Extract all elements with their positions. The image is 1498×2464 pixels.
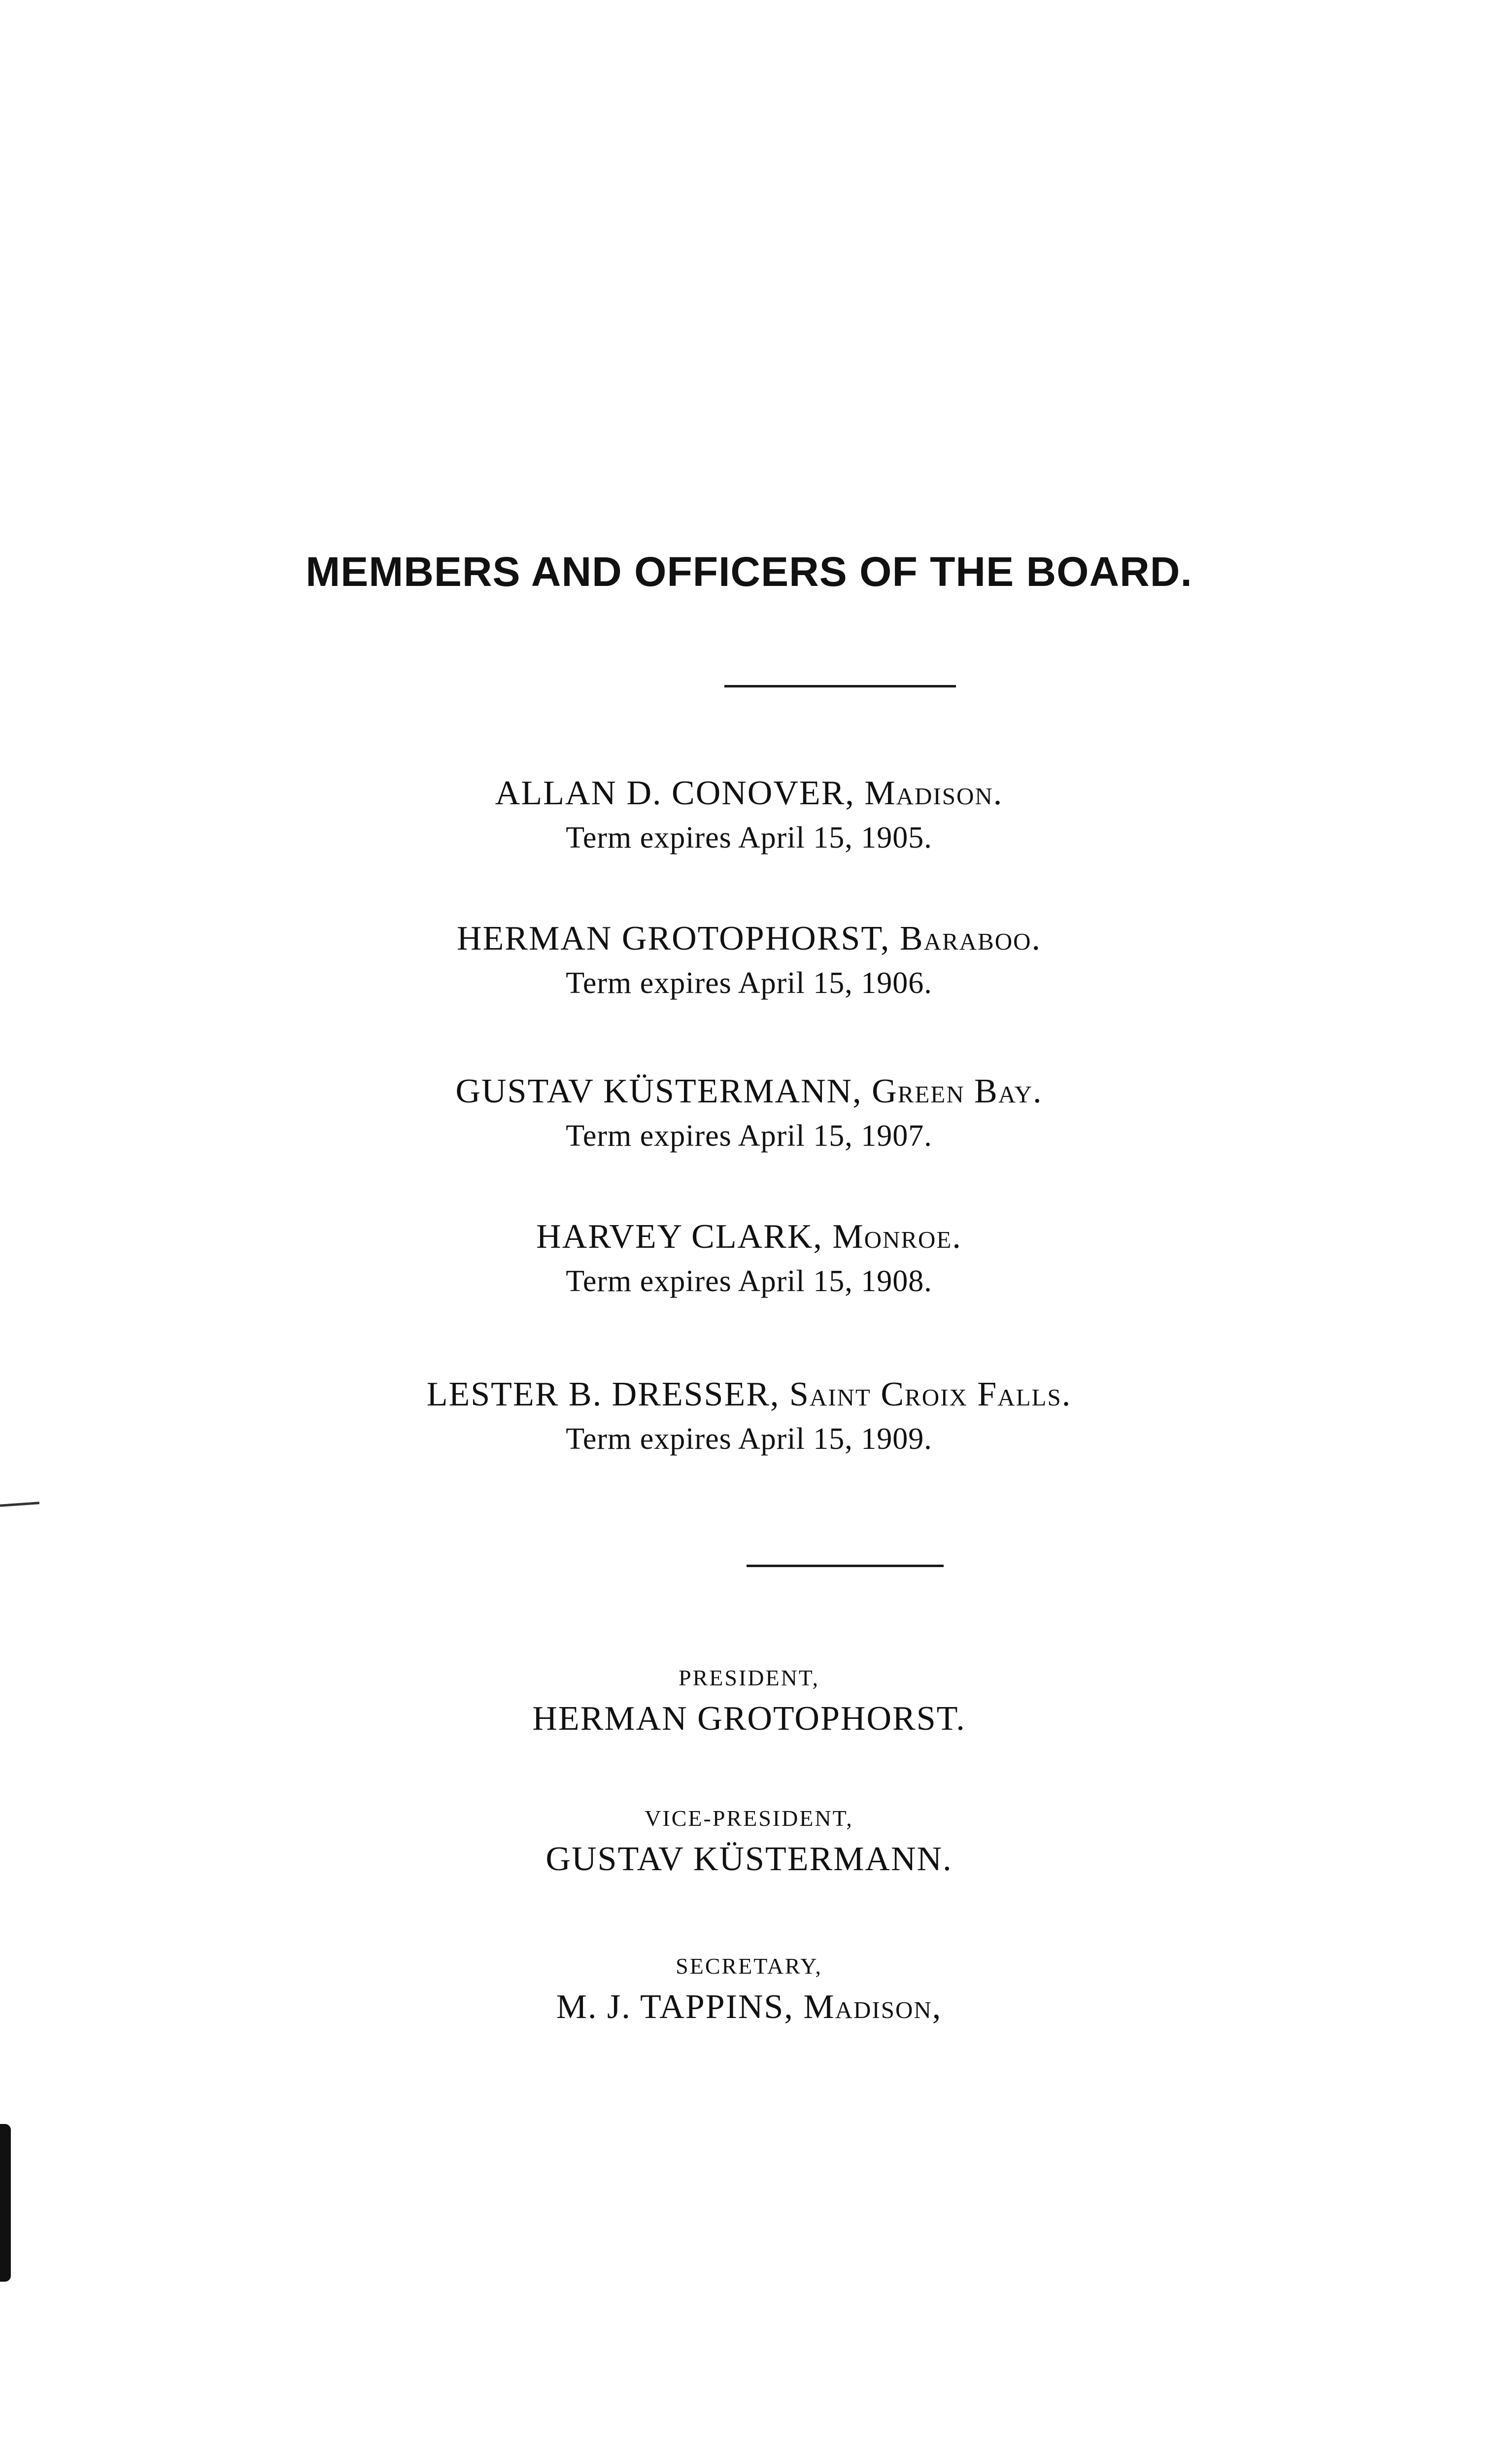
member-name: HARVEY CLARK, (536, 1218, 823, 1256)
member-name: HERMAN GROTOPHORST, (456, 920, 890, 958)
divider-rule (747, 1565, 944, 1567)
member-name: LESTER B. DRESSER, (426, 1375, 780, 1413)
officer-role: SECRETARY, (676, 1953, 822, 1979)
member-entry (0, 771, 1498, 860)
officer-vice-president (0, 1801, 1498, 1882)
officer-place: Madison, (803, 1988, 942, 2026)
member-term: Term expires April 15, 1909. (566, 1422, 932, 1456)
officer-role: PRESIDENT, (679, 1665, 819, 1690)
member-term: Term expires April 15, 1906. (566, 966, 932, 1000)
member-entry (0, 1372, 1498, 1461)
member-name: ALLAN D. CONOVER, (495, 774, 855, 812)
member-name: GUSTAV KÜSTERMANN, (455, 1072, 862, 1110)
scan-edge-mark (0, 2124, 11, 2282)
member-entry (0, 1215, 1498, 1303)
page-title: MEMBERS AND OFFICERS OF THE BOARD. (306, 548, 1192, 595)
officer-president (0, 1661, 1498, 1742)
member-place: Baraboo. (899, 920, 1041, 958)
member-entry (0, 1069, 1498, 1158)
member-place: Green Bay. (872, 1072, 1043, 1110)
scan-edge-mark (0, 1502, 39, 1507)
member-place: Saint Croix Falls. (789, 1375, 1072, 1413)
member-place: Monroe. (832, 1218, 962, 1256)
officer-role: VICE-PRESIDENT, (645, 1806, 853, 1831)
divider-rule (724, 685, 956, 687)
officer-secretary (0, 1949, 1498, 2030)
member-term: Term expires April 15, 1908. (566, 1265, 932, 1298)
officer-name: M. J. TAPPINS, (556, 1988, 794, 2026)
member-place: Madison. (864, 774, 1003, 812)
member-term: Term expires April 15, 1907. (566, 1119, 932, 1153)
member-entry (0, 917, 1498, 1005)
officer-name: HERMAN GROTOPHORST. (532, 1700, 966, 1738)
member-term: Term expires April 15, 1905. (566, 821, 932, 855)
officer-name: GUSTAV KÜSTERMANN. (545, 1840, 953, 1878)
